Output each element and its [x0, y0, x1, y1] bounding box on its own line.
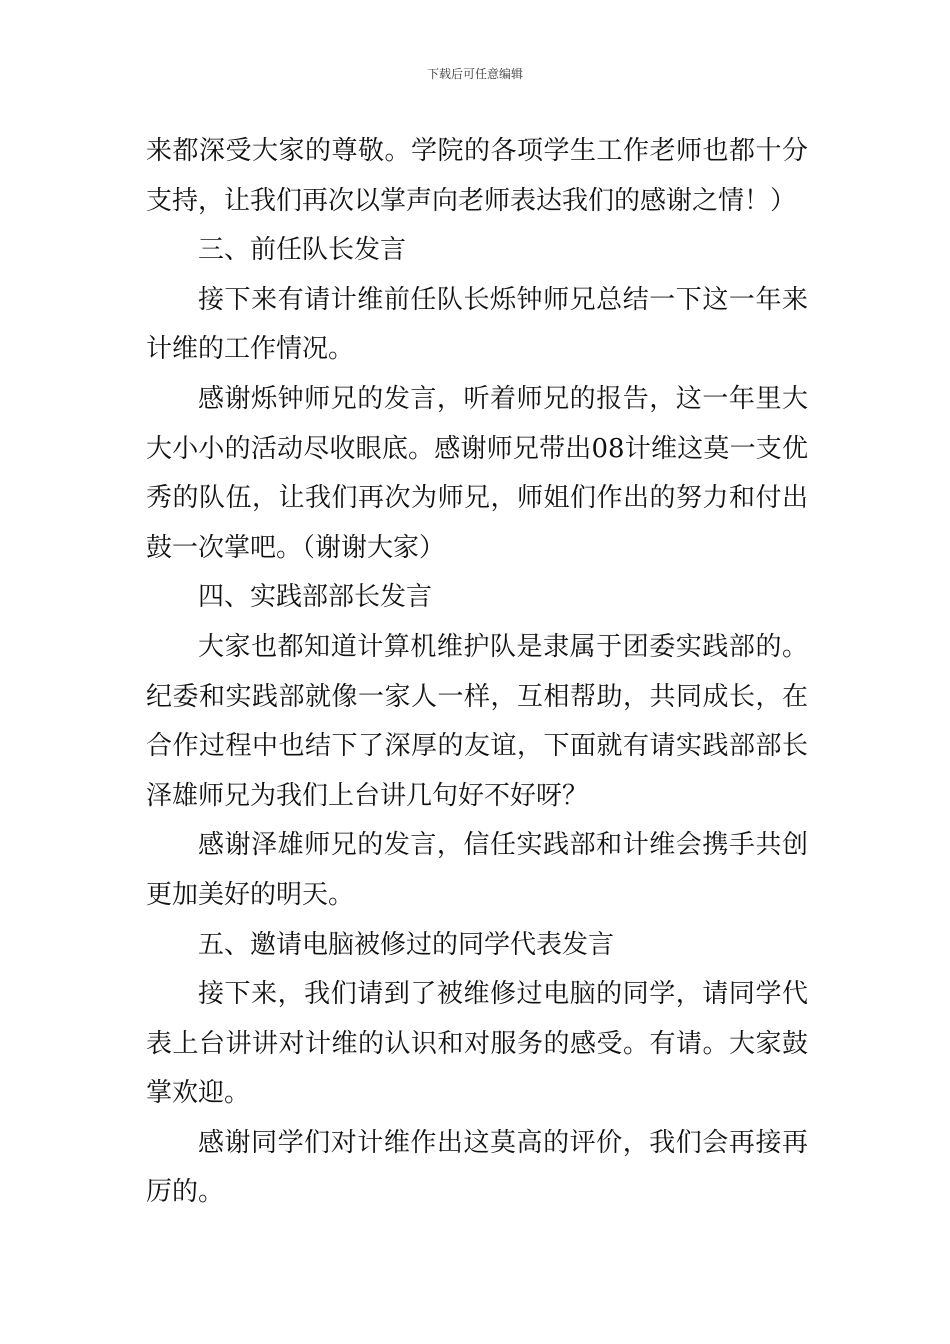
paragraph: 接下来有请计维前任队长烁钟师兄总结一下这一年来计维的工作情况。 — [146, 284, 808, 365]
paragraph: 大家也都知道计算机维护队是隶属于团委实践部的。纪委和实践部就像一家人一样，互相帮助，共同成长，在合作过程中也结下了深厚的友谊，下面就有请实践部部长泽雄师兄为我们上台讲几句好不好呀？ — [146, 631, 808, 811]
section-heading-5: 五、邀请电脑被修过的同学代表发言 — [198, 929, 615, 960]
page-header-note: 下载后可任意编辑 — [426, 67, 523, 81]
section-heading-4: 四、实践部部长发言 — [198, 582, 433, 613]
paragraph: 感谢泽雄师兄的发言，信任实践部和计维会携手共创更加美好的明天。 — [146, 830, 808, 910]
paragraph: 接下来，我们请到了被维修过电脑的同学，请同学代表上台讲讲对计维的认识和对服务的感受。有请。大家鼓掌欢迎。 — [146, 979, 808, 1109]
paragraph: 感谢同学们对计维作出这莫高的评价，我们会再接再厉的。 — [146, 1127, 808, 1208]
section-heading-3: 三、前任队长发言 — [198, 235, 407, 266]
document-body — [146, 127, 808, 1218]
paragraph: 感谢烁钟师兄的发言，听着师兄的报告，这一年里大大小小的活动尽收眼底。感谢师兄带出08计维这莫一支优秀的队伍，让我们再次为师兄，师姐们作出的努力和付出鼓一次掌吧。（谢谢大家） — [146, 383, 808, 563]
paragraph-continuation: 来都深受大家的尊敬。学院的各项学生工作老师也都十分支持，让我们再次以掌声向老师表达我们的感谢之情！） — [146, 136, 808, 216]
